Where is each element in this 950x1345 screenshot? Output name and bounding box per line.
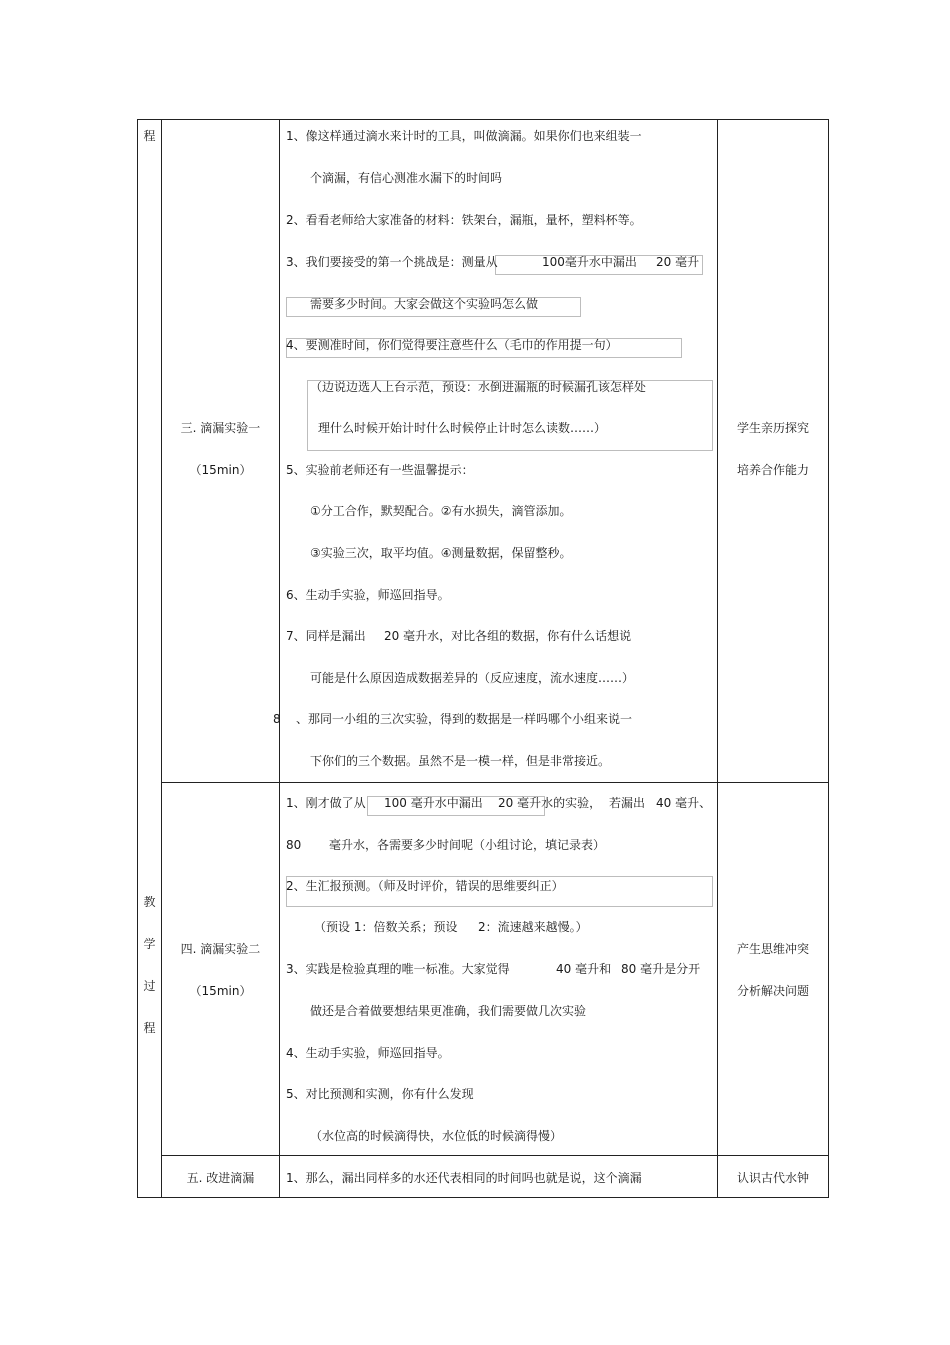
section-3-line: 4、要测准时间，你们觉得要注意些什么（毛巾的作用提一句） (286, 338, 618, 352)
section-4-line: 80 毫升是分开 (621, 962, 701, 976)
section-3-goal: 培养合作能力 (736, 463, 809, 477)
section-4-line: 若漏出 (609, 796, 646, 810)
row-divider-1 (161, 782, 829, 783)
section-3-line: 下你们的三个数据。虽然不是一模一样，但是非常接近。 (310, 754, 611, 768)
section-4-line: 100 毫升水中漏出 (384, 796, 483, 810)
section-5-goal: 认识古代水钟 (736, 1171, 809, 1185)
vertical-label-char: 程 (143, 1021, 156, 1035)
section-4-line: 40 毫升和 (556, 962, 612, 976)
table-border-top (137, 119, 829, 120)
section-4-line: 3、实践是检验真理的唯一标准。大家觉得 (286, 962, 510, 976)
section-4-goal: 分析解决问题 (736, 984, 809, 998)
section-4-line: 5、对比预测和实测，你有什么发现 (286, 1087, 474, 1101)
section-4-line: 1、刚才做了从 (286, 796, 366, 810)
section-4-title: 四. 滴漏实验二 (180, 942, 261, 956)
section-3-line: 可能是什么原因造成数据差异的（反应速度，流水速度……） (310, 671, 635, 685)
section-3-line: 1、像这样通过滴水来计时的工具，叫做滴漏。如果你们也来组装一 (286, 129, 642, 143)
section-3-line: 3、我们要接受的第一个挑战是：测量从 (286, 255, 498, 269)
section-5-line: 1、那么，漏出同样多的水还代表相同的时间吗也就是说，这个滴漏 (286, 1171, 642, 1185)
section-4-line: 4、生动手实验，师巡回指导。 (286, 1046, 450, 1060)
table-border-right (828, 119, 829, 1198)
left-column-top-char: 程 (143, 129, 156, 143)
section-4-duration: （15min） (189, 984, 252, 998)
section-4-line: 2、生汇报预测。（师及时评价，错误的思维要纠正） (286, 879, 564, 893)
section-4-line: 40 毫升、 (656, 796, 712, 810)
column-divider-1 (161, 119, 162, 1198)
section-3-line: 、那同一小组的三次实验，得到的数据是一样吗哪个小组来说一 (296, 712, 633, 726)
vertical-label-char: 学 (143, 937, 156, 951)
section-4-line: 做还是合着做要想结果更准确，我们需要做几次实验 (310, 1004, 587, 1018)
section-4-line: 80 (286, 838, 302, 852)
section-4-line: 2：流速越来越慢。） (478, 920, 588, 934)
section-3-line: 100毫升水中漏出 (542, 255, 637, 269)
section-3-line: ①分工合作，默契配合。②有水损失，滴管添加。 (310, 504, 572, 518)
section-3-line: 20 毫升水，对比各组的数据，你有什么话想说 (384, 629, 632, 643)
column-divider-3 (717, 119, 718, 1198)
section-3-goal: 学生亲历探究 (736, 421, 809, 435)
vertical-label-char: 教 (143, 895, 156, 909)
section-5-title: 五. 改进滴漏 (186, 1171, 255, 1185)
table-border-left (137, 119, 138, 1198)
section-3-line: 需要多少时间。大家会做这个实验吗怎么做 (310, 297, 539, 311)
section-3-line: 5、实验前老师还有一些温馨提示： (286, 463, 474, 477)
section-4-line: （预设 1：倍数关系；预设 (314, 920, 458, 934)
section-4-line: 毫升水，各需要多少时间呢（小组讨论，填记录表） (329, 838, 606, 852)
section-3-line: 个滴漏，有信心测准水漏下的时间吗 (310, 171, 503, 185)
section-3-line: （边说边选人上台示范，预设：水倒进漏瓶的时候漏孔该怎样处 (310, 380, 647, 394)
vertical-label-char: 过 (143, 979, 156, 993)
section-3-line: 2、看看老师给大家准备的材料：铁架台，漏瓶，量杯，塑料杯等。 (286, 213, 642, 227)
section-4-goal: 产生思维冲突 (736, 942, 809, 956)
section-3-line: ③实验三次，取平均值。④测量数据，保留整秒。 (310, 546, 572, 560)
section-4-line: （水位高的时候滴得快，水位低的时候滴得慢） (310, 1129, 563, 1143)
table-border-bottom (137, 1197, 829, 1198)
section-3-duration: （15min） (189, 463, 252, 477)
section-3-line: 20 毫升 (656, 255, 700, 269)
section-3-line: 7、同样是漏出 (286, 629, 366, 643)
section-3-line: 8 (273, 712, 281, 726)
column-divider-2 (279, 119, 280, 1198)
section-4-line: 20 毫升水的实验， (498, 796, 602, 810)
row-divider-2 (161, 1155, 829, 1156)
section-3-line: 理什么时候开始计时什么时候停止计时怎么读数……） (318, 421, 607, 435)
section-3-line: 6、生动手实验，师巡回指导。 (286, 588, 450, 602)
section-3-title: 三. 滴漏实验一 (180, 421, 261, 435)
